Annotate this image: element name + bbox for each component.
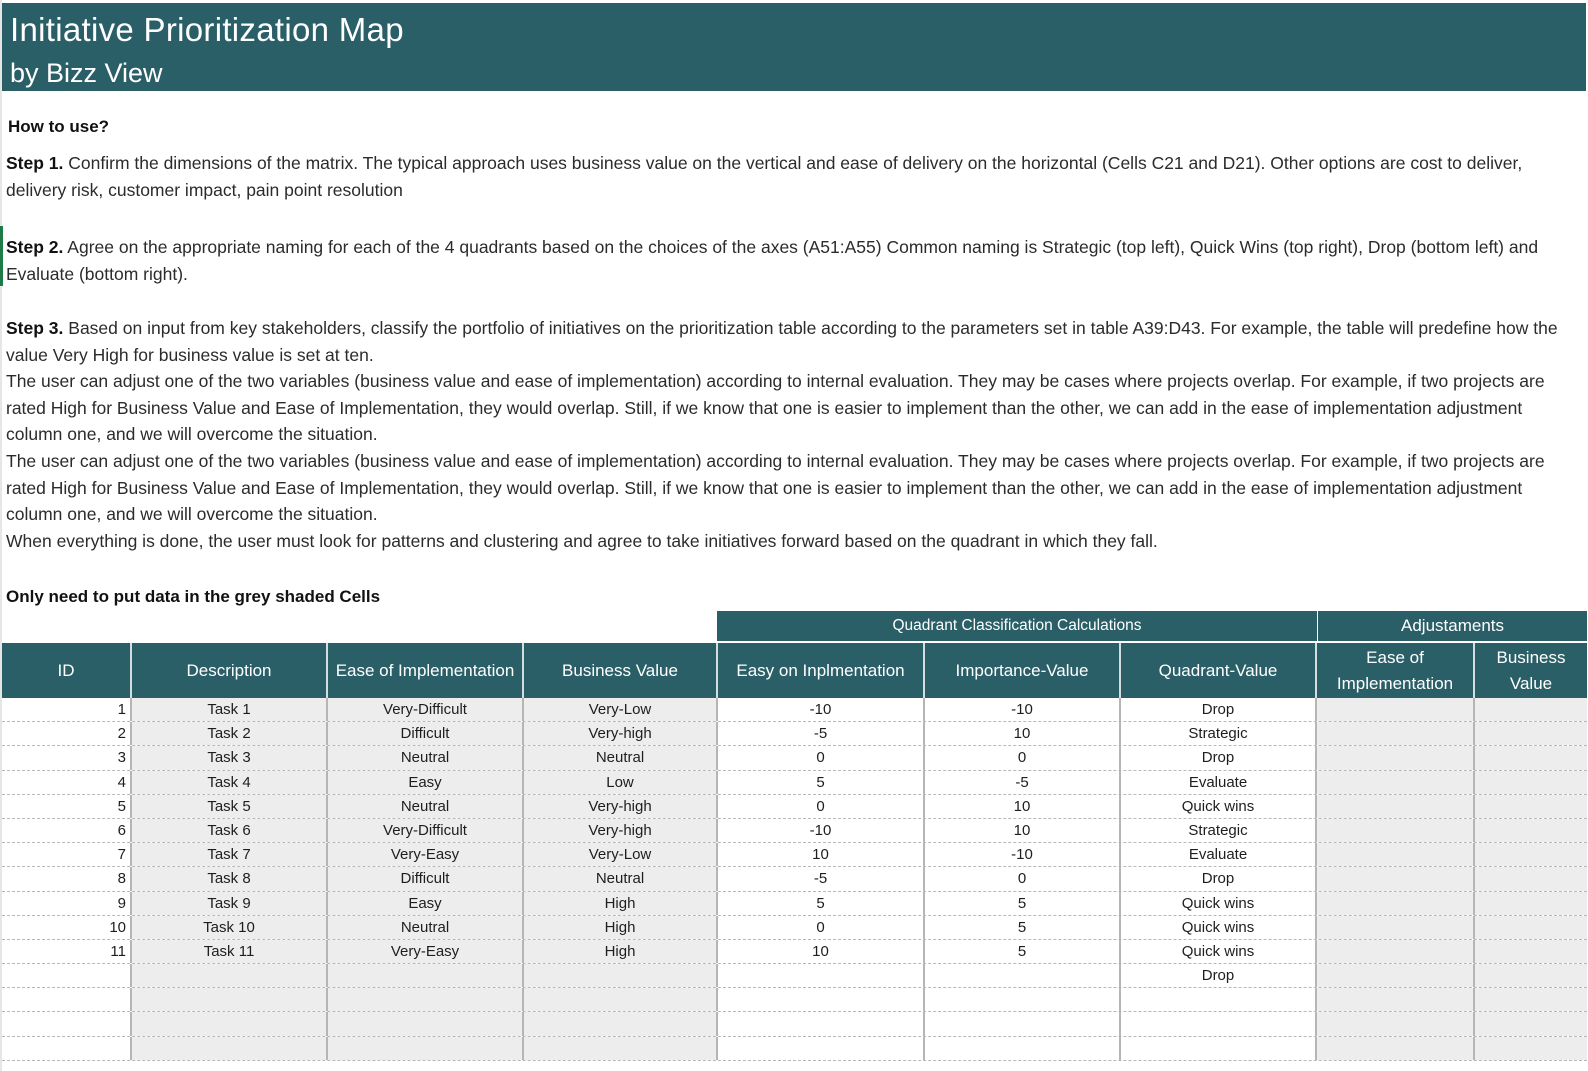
cell-quadrant[interactable]: Drop: [1121, 867, 1317, 890]
cell-id[interactable]: 5: [2, 795, 132, 818]
adjustment-note-1: The user can adjust one of the two variables (business value and ease of implementation) according to internal evaluation. They may be cases where projects overlap. For example, if two projects are rated High for Business Value and Ease of Implementation, they would overlap. Still, if we know that one is easier to implement than the other, we can add in the ease of implementation adjustment column one, and we will overcome the situation.: [6, 371, 1545, 445]
cell-ease[interactable]: Easy: [328, 892, 524, 915]
cell-quadrant[interactable]: Quick wins: [1121, 795, 1317, 818]
cell-id[interactable]: [2, 1037, 132, 1060]
cell-adj-business[interactable]: [1475, 988, 1587, 1011]
cell-easy-impl[interactable]: -5: [718, 867, 925, 890]
cell-ease[interactable]: Easy: [328, 771, 524, 794]
adjustment-note-2: The user can adjust one of the two variables (business value and ease of implementation) according to internal evaluation. They may be cases where projects overlap. For example, if two projects are rated High for Business Value and Ease of Implementation, they would overlap. Still, if we know that one is easier to implement than the other, we can add in the ease of implementation adjustment column one, and we will overcome the situation.: [6, 450, 1545, 525]
table-row: [2, 819, 1587, 843]
cell-business-value[interactable]: Very-high: [524, 722, 718, 745]
cell-description[interactable]: Task 2: [132, 722, 328, 745]
cell-adj-ease[interactable]: [1317, 940, 1475, 963]
cell-adj-business[interactable]: [1475, 819, 1587, 842]
cell-description[interactable]: Task 9: [132, 892, 328, 915]
col-header-id[interactable]: ID: [2, 643, 132, 698]
cell-business-value[interactable]: Very-Low: [524, 698, 718, 721]
col-header-importance-value[interactable]: Importance-Value: [925, 643, 1121, 698]
cell-adj-business[interactable]: [1475, 771, 1587, 794]
cell-id[interactable]: 6: [2, 819, 132, 842]
cell-adj-business[interactable]: [1475, 916, 1587, 939]
cell-adj-business[interactable]: [1475, 892, 1587, 915]
cell-importance[interactable]: [925, 1037, 1121, 1060]
cell-adj-business[interactable]: [1475, 722, 1587, 745]
cell-ease[interactable]: [328, 988, 524, 1011]
table-row: [2, 964, 1587, 988]
cell-importance[interactable]: -5: [925, 771, 1121, 794]
cell-description[interactable]: Task 8: [132, 867, 328, 890]
how-to-heading: How to use?: [8, 117, 110, 136]
cell-adj-business[interactable]: [1475, 964, 1587, 987]
cell-adj-ease[interactable]: [1317, 819, 1475, 842]
cell-importance[interactable]: 5: [925, 916, 1121, 939]
cell-id[interactable]: [2, 964, 132, 987]
step1-text: Confirm the dimensions of the matrix. The typical approach uses business value on the vertical and ease of delivery on the horizontal (Cells C21 and D21). Other options are cost to deliver, delivery risk, customer impact, pain point resolution: [6, 153, 1523, 200]
page-title: Initiative Prioritization Map: [10, 11, 404, 48]
cell-adj-ease[interactable]: [1317, 916, 1475, 939]
cell-importance[interactable]: 5: [925, 892, 1121, 915]
col-header-business-value[interactable]: Business Value: [524, 643, 718, 698]
cell-quadrant[interactable]: Evaluate: [1121, 771, 1317, 794]
cell-description[interactable]: Task 4: [132, 771, 328, 794]
cell-business-value[interactable]: [524, 1037, 718, 1060]
table-row: [2, 746, 1587, 770]
cell-importance[interactable]: [925, 964, 1121, 987]
cell-easy-impl[interactable]: -10: [718, 698, 925, 721]
cell-importance[interactable]: [925, 988, 1121, 1011]
cell-business-value[interactable]: Very-Low: [524, 843, 718, 866]
cell-description[interactable]: Task 5: [132, 795, 328, 818]
cell-adj-business[interactable]: [1475, 1012, 1587, 1035]
group-header-calculations: Quadrant Classification Calculations: [717, 611, 1317, 641]
cell-quadrant[interactable]: Drop: [1121, 964, 1317, 987]
cell-easy-impl[interactable]: 0: [718, 746, 925, 769]
table-row: [2, 722, 1587, 746]
cell-quadrant[interactable]: Strategic: [1121, 722, 1317, 745]
cell-easy-impl[interactable]: [718, 1037, 925, 1060]
table-row: [2, 795, 1587, 819]
cell-easy-impl[interactable]: 10: [718, 843, 925, 866]
cell-adj-business[interactable]: [1475, 746, 1587, 769]
step1-paragraph[interactable]: [6, 150, 1576, 203]
cell-adj-ease[interactable]: [1317, 771, 1475, 794]
cell-description[interactable]: Task 10: [132, 916, 328, 939]
table-row: [2, 698, 1587, 722]
cell-easy-impl[interactable]: [718, 1012, 925, 1035]
cell-ease[interactable]: Very-Easy: [328, 843, 524, 866]
cell-id[interactable]: 11: [2, 940, 132, 963]
cell-id[interactable]: 2: [2, 722, 132, 745]
cell-easy-impl[interactable]: -10: [718, 819, 925, 842]
cell-description[interactable]: Task 7: [132, 843, 328, 866]
cell-easy-impl[interactable]: 10: [718, 940, 925, 963]
cell-business-value[interactable]: Neutral: [524, 746, 718, 769]
cell-adj-business[interactable]: [1475, 698, 1587, 721]
cell-business-value[interactable]: High: [524, 940, 718, 963]
cell-importance[interactable]: -10: [925, 843, 1121, 866]
cell-adj-business[interactable]: [1475, 843, 1587, 866]
table-row: [2, 843, 1587, 867]
cell-id[interactable]: [2, 1012, 132, 1035]
cell-quadrant[interactable]: Drop: [1121, 698, 1317, 721]
cell-business-value[interactable]: Very-high: [524, 819, 718, 842]
cell-easy-impl[interactable]: 5: [718, 771, 925, 794]
cell-adj-ease[interactable]: [1317, 843, 1475, 866]
cell-business-value[interactable]: [524, 988, 718, 1011]
group-header-adjustments: Adjustaments: [1318, 611, 1587, 641]
cell-ease[interactable]: [328, 964, 524, 987]
cell-easy-impl[interactable]: 5: [718, 892, 925, 915]
cell-id[interactable]: 3: [2, 746, 132, 769]
cell-id[interactable]: 10: [2, 916, 132, 939]
cell-ease[interactable]: Very-Easy: [328, 940, 524, 963]
table-header-row: [2, 643, 1587, 698]
cell-description[interactable]: Task 3: [132, 746, 328, 769]
step3-paragraph: [6, 315, 1576, 368]
col-header-ease[interactable]: Ease of Implementation: [328, 643, 524, 698]
cell-id[interactable]: 9: [2, 892, 132, 915]
cell-adj-ease[interactable]: [1317, 892, 1475, 915]
cell-ease[interactable]: [328, 1012, 524, 1035]
cell-business-value[interactable]: [524, 964, 718, 987]
table-row: [2, 771, 1587, 795]
cell-easy-impl[interactable]: [718, 988, 925, 1011]
cell-id[interactable]: 1: [2, 698, 132, 721]
table-row: [2, 1037, 1587, 1061]
cell-business-value[interactable]: Neutral: [524, 867, 718, 890]
cell-adj-ease[interactable]: [1317, 1012, 1475, 1035]
cell-importance[interactable]: 5: [925, 940, 1121, 963]
cell-ease[interactable]: Difficult: [328, 867, 524, 890]
step3-block[interactable]: [6, 315, 1576, 554]
cell-quadrant[interactable]: Strategic: [1121, 819, 1317, 842]
cell-business-value[interactable]: Very-high: [524, 795, 718, 818]
cell-importance[interactable]: 0: [925, 746, 1121, 769]
cell-adj-business[interactable]: [1475, 795, 1587, 818]
table-row: [2, 916, 1587, 940]
page-subtitle: by Bizz View: [10, 58, 163, 88]
cell-adj-ease[interactable]: [1317, 795, 1475, 818]
cell-ease[interactable]: Very-Difficult: [328, 819, 524, 842]
cell-importance[interactable]: 0: [925, 867, 1121, 890]
grey-cells-note: Only need to put data in the grey shaded Cells: [6, 587, 381, 606]
cell-id[interactable]: 7: [2, 843, 132, 866]
cell-id[interactable]: 8: [2, 867, 132, 890]
step3-label: Step 3.: [6, 318, 64, 338]
cell-quadrant[interactable]: [1121, 988, 1317, 1011]
cell-id[interactable]: 4: [2, 771, 132, 794]
col-header-adj-ease[interactable]: Ease of Implementation: [1317, 643, 1475, 698]
cell-adj-business[interactable]: [1475, 940, 1587, 963]
cell-ease[interactable]: Difficult: [328, 722, 524, 745]
col-header-adj-business-value[interactable]: Business Value: [1496, 647, 1566, 693]
col-header-description[interactable]: Description: [132, 643, 328, 698]
step2-text: Agree on the appropriate naming for each of the 4 quadrants based on the choices of the axes (A51:A55) Common naming is Strategic (top left), Quick Wins (top right), Drop (bottom left) and Evaluate (bottom right).: [6, 237, 1539, 284]
cell-importance[interactable]: 10: [925, 795, 1121, 818]
cell-ease[interactable]: Very-Difficult: [328, 698, 524, 721]
cell-description[interactable]: [132, 1012, 328, 1035]
cell-business-value[interactable]: High: [524, 892, 718, 915]
table-body: [2, 698, 1587, 1061]
cell-quadrant[interactable]: [1121, 1037, 1317, 1060]
cell-quadrant[interactable]: Drop: [1121, 746, 1317, 769]
cell-adj-ease[interactable]: [1317, 964, 1475, 987]
cell-description[interactable]: Task 11: [132, 940, 328, 963]
cell-importance[interactable]: 10: [925, 819, 1121, 842]
cell-ease[interactable]: [328, 1037, 524, 1060]
final-note: When everything is done, the user must look for patterns and clustering and agree to take initiatives forward based on the quadrant in which they fall.: [6, 530, 1158, 551]
cell-importance[interactable]: -10: [925, 698, 1121, 721]
cell-quadrant[interactable]: [1121, 1012, 1317, 1035]
cell-quadrant[interactable]: Evaluate: [1121, 843, 1317, 866]
cell-adj-ease[interactable]: [1317, 698, 1475, 721]
table-row: [2, 1012, 1587, 1036]
table-row: [2, 988, 1587, 1012]
cell-easy-impl[interactable]: 0: [718, 795, 925, 818]
cell-description[interactable]: [132, 964, 328, 987]
cell-easy-impl[interactable]: [718, 964, 925, 987]
cell-quadrant[interactable]: Quick wins: [1121, 892, 1317, 915]
cell-adj-business[interactable]: [1475, 867, 1587, 890]
cell-quadrant[interactable]: Quick wins: [1121, 916, 1317, 939]
cell-business-value[interactable]: High: [524, 916, 718, 939]
title-banner: [2, 3, 1586, 91]
cell-adj-business[interactable]: [1475, 1037, 1587, 1060]
cell-id[interactable]: [2, 988, 132, 1011]
cell-adj-ease[interactable]: [1317, 988, 1475, 1011]
cell-easy-impl[interactable]: 0: [718, 916, 925, 939]
cell-description[interactable]: [132, 988, 328, 1011]
cell-adj-ease[interactable]: [1317, 867, 1475, 890]
step3-text: Based on input from key stakeholders, classify the portfolio of initiatives on the prioritization table according to the parameters set in table A39:D43. For example, the table will predefine how the value Very High for business value is set at ten.: [6, 318, 1558, 365]
active-cell-indicator: [0, 226, 3, 286]
cell-adj-ease[interactable]: [1317, 746, 1475, 769]
table-row: [2, 867, 1587, 891]
cell-importance[interactable]: 10: [925, 722, 1121, 745]
cell-ease[interactable]: Neutral: [328, 795, 524, 818]
cell-easy-impl[interactable]: -5: [718, 722, 925, 745]
table-row: [2, 940, 1587, 964]
cell-adj-ease[interactable]: [1317, 1037, 1475, 1060]
cell-description[interactable]: [132, 1037, 328, 1060]
step1-label: Step 1.: [6, 153, 64, 173]
step2-label: Step 2.: [6, 237, 64, 257]
cell-quadrant[interactable]: Quick wins: [1121, 940, 1317, 963]
table-row: [2, 892, 1587, 916]
step2-paragraph[interactable]: [6, 234, 1576, 287]
cell-adj-ease[interactable]: [1317, 722, 1475, 745]
cell-ease[interactable]: Neutral: [328, 746, 524, 769]
col-header-quadrant-value[interactable]: Quadrant-Value: [1121, 643, 1317, 698]
cell-business-value[interactable]: Low: [524, 771, 718, 794]
cell-ease[interactable]: Neutral: [328, 916, 524, 939]
cell-business-value[interactable]: [524, 1012, 718, 1035]
cell-description[interactable]: Task 1: [132, 698, 328, 721]
cell-importance[interactable]: [925, 1012, 1121, 1035]
cell-description[interactable]: Task 6: [132, 819, 328, 842]
col-header-easy-on-implementation[interactable]: Easy on Inplmentation: [718, 643, 925, 698]
